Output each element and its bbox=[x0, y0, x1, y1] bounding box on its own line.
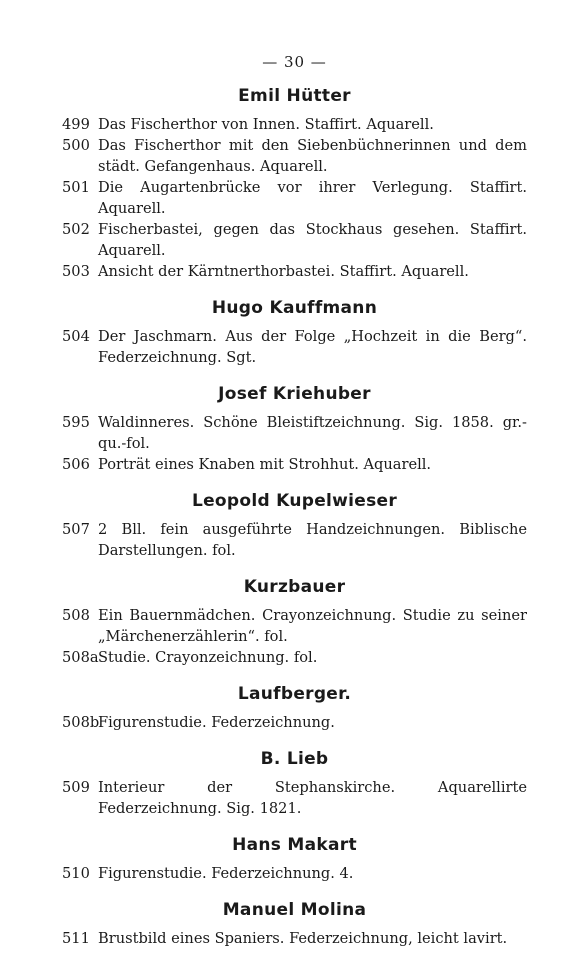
catalog-sections bbox=[62, 84, 527, 949]
entry-number: 508a bbox=[62, 649, 99, 666]
page-number: — 30 — bbox=[262, 53, 327, 71]
entry-description: Das Fischerthor von Innen. Staffirt. Aquarell. bbox=[98, 116, 434, 133]
entry-number: 500 bbox=[62, 137, 90, 154]
entry-description: Figurenstudie. Federzeichnung. 4. bbox=[98, 865, 354, 882]
entry-description: Ein Bauernmädchen. Crayonzeichnung. Studie zu seiner „Märchenerzählerin“. fol. bbox=[98, 607, 527, 645]
entry-description: Brustbild eines Spaniers. Federzeichnung, leicht lavirt. bbox=[98, 930, 508, 947]
entry-description: Figurenstudie. Federzeichnung. bbox=[98, 714, 335, 731]
catalog-entry bbox=[62, 326, 527, 368]
catalog-entry bbox=[62, 177, 527, 219]
catalog-entry bbox=[62, 605, 527, 647]
catalog-entry bbox=[62, 519, 527, 561]
artist-heading: Emil Hütter bbox=[238, 86, 351, 106]
catalog-entry bbox=[62, 647, 527, 668]
entry-number: 501 bbox=[62, 179, 90, 196]
entry-number: 509 bbox=[62, 779, 90, 796]
entry-description: Waldinneres. Schöne Bleistiftzeichnung. Sig. 1858. gr.-qu.-fol. bbox=[98, 414, 527, 452]
entry-number: 499 bbox=[62, 116, 90, 133]
entry-number: 502 bbox=[62, 221, 90, 238]
entry-number: 508b bbox=[62, 714, 100, 731]
entry-number: 506 bbox=[62, 456, 90, 473]
entry-number: 503 bbox=[62, 263, 90, 280]
catalog-entry bbox=[62, 863, 527, 884]
artist-heading: Josef Kriehuber bbox=[218, 384, 371, 404]
catalog-entry bbox=[62, 777, 527, 819]
entry-number: 511 bbox=[62, 930, 90, 947]
artist-heading: Manuel Molina bbox=[222, 900, 367, 920]
entry-number: 507 bbox=[62, 521, 90, 538]
catalog-entry bbox=[62, 135, 527, 177]
catalog-entry bbox=[62, 454, 527, 475]
entry-description: Die Augartenbrücke vor ihrer Verlegung. Staffirt. Aquarell. bbox=[98, 179, 527, 217]
entry-number: 510 bbox=[62, 865, 90, 882]
entry-description: Studie. Crayonzeichnung. fol. bbox=[98, 649, 318, 666]
entry-number: 508 bbox=[62, 607, 90, 624]
artist-heading: Laufberger. bbox=[237, 684, 352, 704]
catalog-entry bbox=[62, 928, 527, 949]
catalog-entry bbox=[62, 712, 527, 733]
entry-description: Der Jaschmarn. Aus der Folge „Hochzeit in die Berg“. Federzeichnung. Sgt. bbox=[98, 328, 527, 366]
entry-description: Ansicht der Kärntnerthorbastei. Staffirt. Aquarell. bbox=[98, 263, 469, 280]
entry-description: Das Fischerthor mit den Siebenbüchnerinnen und dem städt. Gefangenhaus. Aquarell. bbox=[98, 137, 527, 175]
artist-heading: B. Lieb bbox=[260, 749, 329, 769]
catalog-entry bbox=[62, 114, 527, 135]
artist-heading: Hans Makart bbox=[232, 835, 357, 855]
catalog-entry bbox=[62, 219, 527, 261]
entry-description: Interieur der Stephanskirche. Aquarellirte Federzeichnung. Sig. 1821. bbox=[98, 779, 527, 817]
artist-heading: Hugo Kauffmann bbox=[211, 298, 378, 318]
catalog-entry bbox=[62, 412, 527, 454]
artist-heading: Leopold Kupelwieser bbox=[191, 491, 398, 511]
entry-description: Porträt eines Knaben mit Strohhut. Aquarell. bbox=[98, 456, 432, 473]
catalog-entry bbox=[62, 261, 527, 282]
entry-number: 595 bbox=[62, 414, 90, 431]
artist-heading: Kurzbauer bbox=[243, 577, 346, 597]
entry-description: 2 Bll. fein ausgeführte Handzeichnungen. Biblische Darstellungen. fol. bbox=[98, 521, 527, 559]
entry-number: 504 bbox=[62, 328, 90, 345]
entry-description: Fischerbastei, gegen das Stockhaus gesehen. Staffirt. Aquarell. bbox=[98, 221, 527, 259]
